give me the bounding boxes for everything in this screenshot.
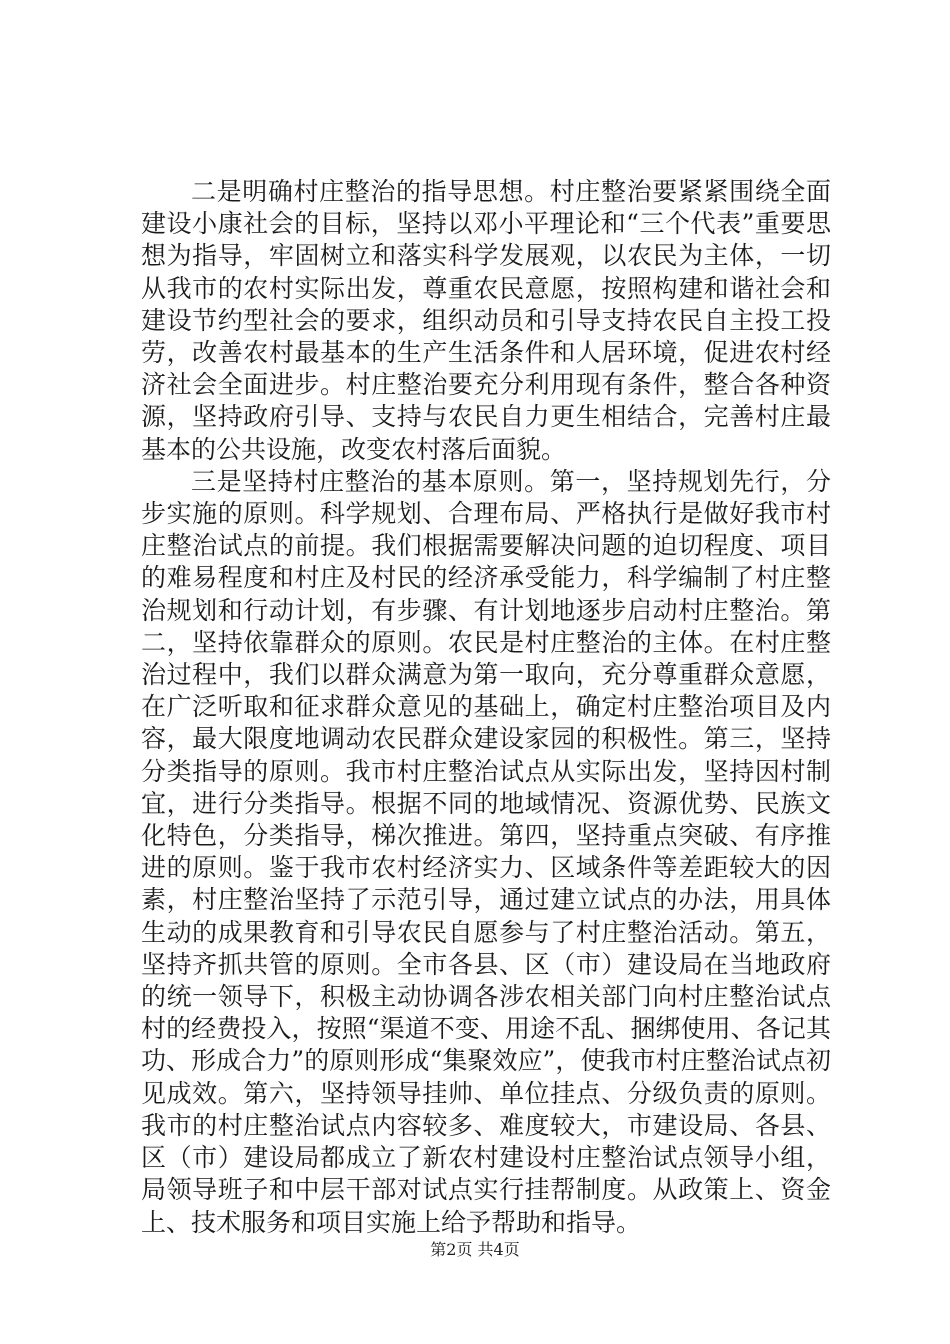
paragraph-basic-principles: 三是坚持村庄整治的基本原则。第一，坚持规划先行，分步实施的原则。科学规划、合理布局、严格执行是做好我市村庄整治试点的前提。我们根据需要解决问题的迫切程度、项目的难易程度和村庄及村民的经济承受能力，科学编制了村庄整治规划和行动计划，有步骤、有计划地逐步启动村庄整治。第二，坚持依靠群众的原则。农民是村庄整治的主体。在村庄整治过程中，我们以群众满意为第一取向，充分尊重群众意愿，在广泛听取和征求群众意见的基础上，确定村庄整治项目及内容，最大限度地调动农民群众建设家园的积极性。第三，坚持分类指导的原则。我市村庄整治试点从实际出发，坚持因村制宜，进行分类指导。根据不同的地域情况、资源优势、民族文化特色，分类指导，梯次推进。第四，坚持重点突破、有序推进的原则。鉴于我市农村经济实力、区域条件等差距较大的因素，村庄整治坚持了示范引导，通过建立试点的办法，用具体生动的成果教育和引导农民自愿参与了村庄整治活动。第五，坚持齐抓共管的原则。全市各县、区（市）建设局在当地政府的统一领导下，积极主动协调各涉农相关部门向村庄整治试点村的经费投入，按照“渠道不变、用途不乱、捆绑使用、各记其功、形成合力”的原则形成“集聚效应”，使我市村庄整治试点初见成效。第六，坚持领导挂帅、单位挂点、分级负责的原则。我市的村庄整治试点内容较多、难度较大，市建设局、各县、区（市）建设局都成立了新农村建设村庄整治试点领导小组，局领导班子和中层干部对试点实行挂帮制度。从政策上、资金上、技术服务和项目实施上给予帮助和指导。	[141, 466, 831, 1237]
page-number-label: 第2页 共4页	[430, 1240, 520, 1259]
page-footer	[0, 1237, 950, 1260]
document-body	[141, 176, 831, 1239]
paragraph-guiding-ideology: 二是明确村庄整治的指导思想。村庄整治要紧紧围绕全面建设小康社会的目标，坚持以邓小平理论和“三个代表”重要思想为指导，牢固树立和落实科学发展观，以农民为主体，一切从我市的农村实际出发，尊重农民意愿，按照构建和谐社会和建设节约型社会的要求，组织动员和引导支持农民自主投工投劳，改善农村最基本的生产生活条件和人居环境，促进农村经济社会全面进步。村庄整治要充分利用现有条件，整合各种资源，坚持政府引导、支持与农民自力更生相结合，完善村庄最基本的公共设施，改变农村落后面貌。	[141, 177, 831, 464]
